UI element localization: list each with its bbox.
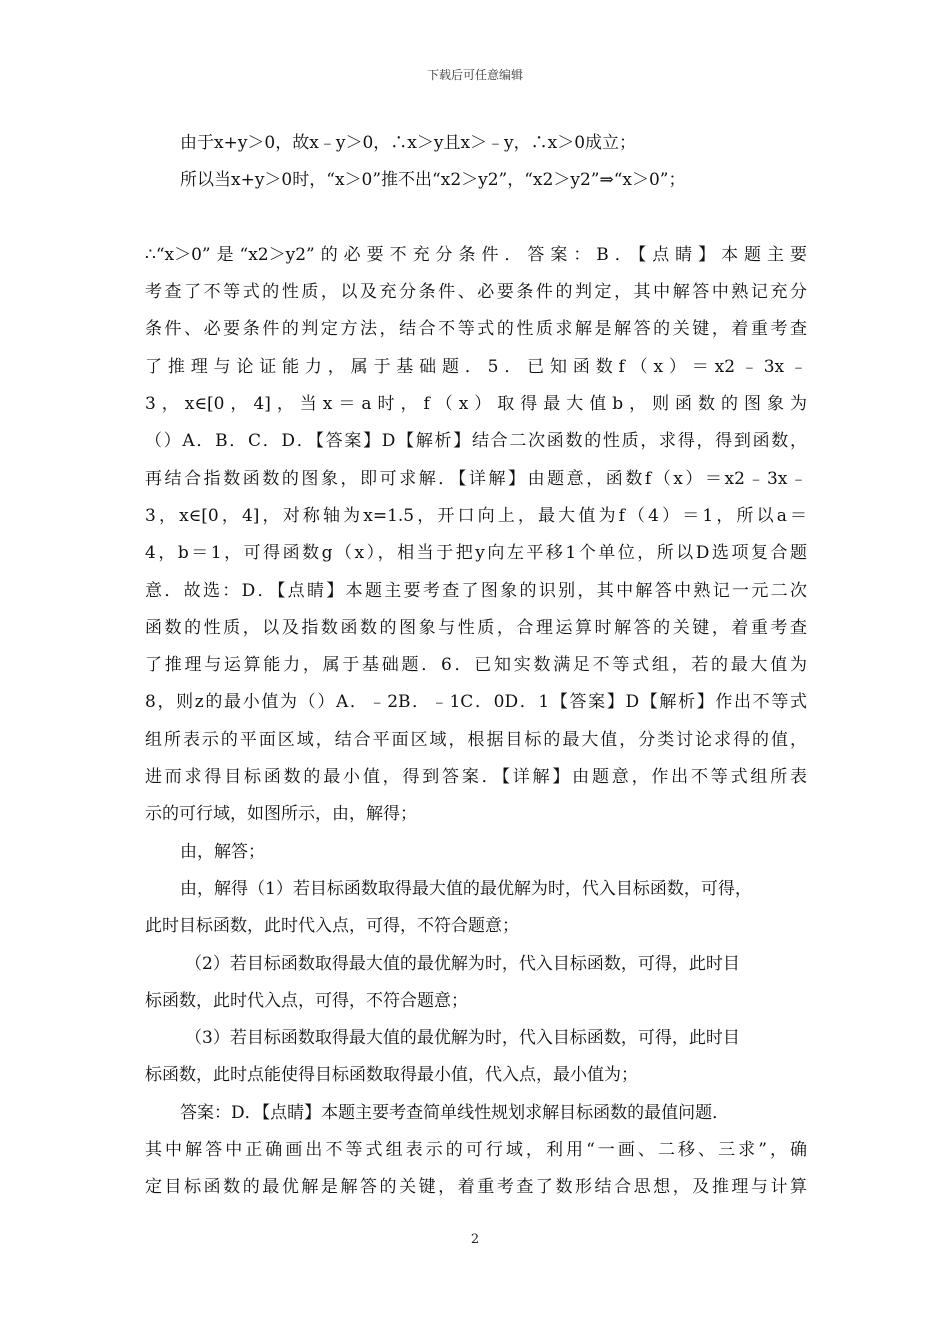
paragraph-line: 再结合指数函数的图象，即可求解．【详解】由题意，函数f（x）＝x2﹣3x﹣ <box>145 468 807 489</box>
page-header: 下载后可任意编辑 <box>426 68 523 82</box>
paragraph-line: 组所表示的平面区域，结合平面区域，根据目标的最大值，分类讨论求得的值， <box>145 729 807 750</box>
paragraph-line: ∴“x＞0”是“x2＞y2”的必要不充分条件．答案：B．【点睛】本题主要 <box>145 244 807 265</box>
paragraph-line: 了推理与论证能力，属于基础题．5．已知函数f（x）＝x2﹣3x﹣ <box>145 356 807 377</box>
paragraph-line: 由，解得（1）若目标函数取得最大值的最优解为时，代入目标函数，可得， <box>180 878 752 899</box>
paragraph-line: 进而求得目标函数的最小值，得到答案．【详解】由题意，作出不等式组所表 <box>145 767 807 788</box>
paragraph-line: （3）若目标函数取得最大值的最优解为时，代入目标函数，可得，此时目 <box>185 1028 740 1049</box>
paragraph-line: 4，b＝1，可得函数g（x），相当于把y向左平移1个单位，所以D选项复合题 <box>145 543 807 564</box>
paragraph-line: 考查了不等式的性质，以及充分条件、必要条件的判定，其中解答中熟记充分 <box>145 282 807 303</box>
paragraph-line: 标函数，此时点能使得目标函数取得最小值，代入点，最小值为； <box>145 1065 638 1086</box>
paragraph-line: 示的可行域，如图所示，由，解得； <box>145 804 417 825</box>
paragraph-line: 3，x∈[0，4]，当x＝a时，f（x）取得最大值b，则函数的图象为 <box>145 394 807 415</box>
paragraph-line: 由于x+y＞0，故x﹣y＞0，∴x＞y且x＞﹣y，∴x＞0成立； <box>180 133 637 153</box>
paragraph-line: 其中解答中正确画出不等式组表示的可行域，利用“一画、二移、三求”，确 <box>145 1140 807 1161</box>
paragraph-line: （）A．B．C．D．【答案】D【解析】结合二次函数的性质，求得，得到函数， <box>145 431 807 452</box>
page-number: 2 <box>470 1232 480 1247</box>
blank-line <box>145 200 807 237</box>
paragraph-line: 标函数，此时代入点，可得，不符合题意； <box>145 990 468 1011</box>
paragraph-line: 答案：D．【点睛】本题主要考查简单线性规划求解目标函数的最值问题． <box>180 1102 730 1123</box>
paragraph-line: 条件、必要条件的判定方法，结合不等式的性质求解是解答的关键，着重考查 <box>145 319 807 340</box>
paragraph-line: 函数的性质，以及指数函数的图象与性质，合理运算时解答的关键，着重考查 <box>145 617 807 638</box>
paragraph-line: 3，x∈[0，4]，对称轴为x=1.5，开口向上，最大值为f（4）＝1，所以a＝ <box>145 505 807 526</box>
document-body <box>145 125 807 1207</box>
paragraph-line: 此时目标函数，此时代入点，可得，不符合题意； <box>145 916 519 937</box>
paragraph-line: 8，则z的最小值为（）A．﹣2B．﹣1C．0D．1【答案】D【解析】作出不等式 <box>145 692 807 713</box>
paragraph-line: 了推理与运算能力，属于基础题．6．已知实数满足不等式组，若的最大值为 <box>145 655 807 676</box>
paragraph-line: 意．故选：D．【点睛】本题主要考查了图象的识别，其中解答中熟记一元二次 <box>145 580 807 601</box>
paragraph-line: （2）若目标函数取得最大值的最优解为时，代入目标函数，可得，此时目 <box>185 953 740 974</box>
paragraph-line: 所以当x+y＞0时，“x＞0”推不出“x2＞y2”，“x2＞y2”⇒“x＞0”； <box>180 170 686 191</box>
paragraph-line: 由，解答； <box>180 841 265 862</box>
paragraph-line: 定目标函数的最优解是解答的关键，着重考查了数形结合思想，及推理与计算 <box>145 1177 807 1198</box>
